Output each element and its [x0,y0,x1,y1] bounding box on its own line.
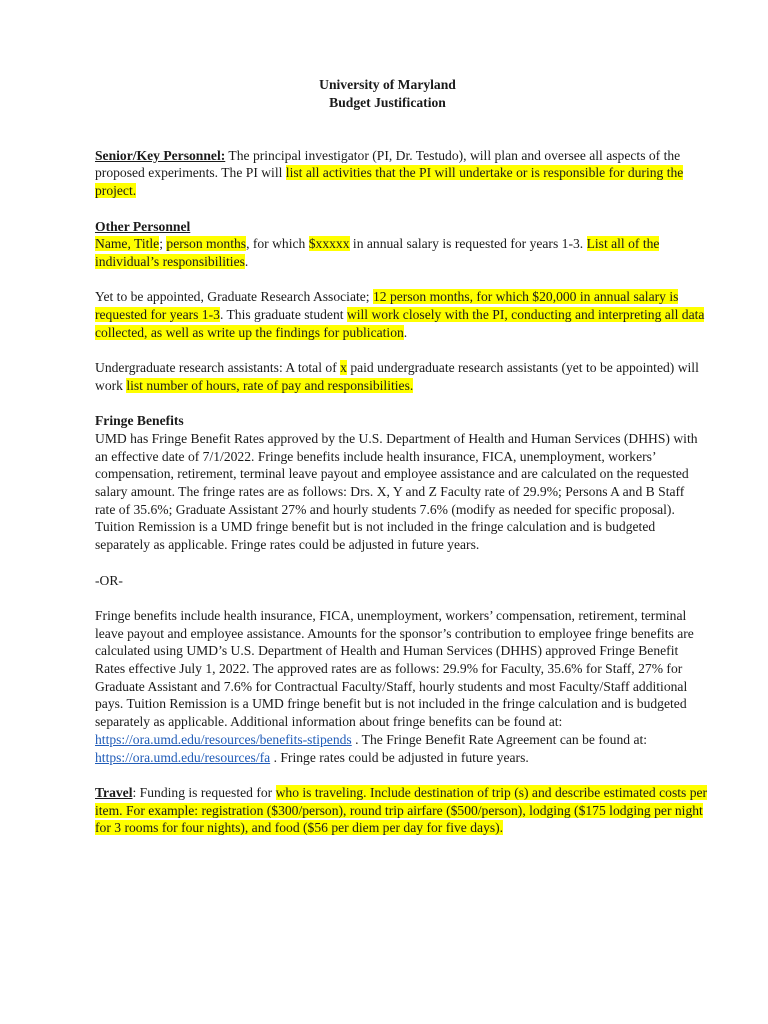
highlight: list all activities that the PI will undertake or is responsible for during the project. [95,165,684,199]
document-title [67,76,708,111]
undergraduate-paragraph: Undergraduate research assistants: A total of x paid undergraduate research assistants (yet to be appointed) will work list number of hours, rate of pay and responsibilities. [95,360,699,393]
graduate-associate-paragraph: Yet to be appointed, Graduate Research Associate; 12 person months, for which $20,000 in annual salary is requested for years 1-3. This graduate student will work closely with the PI, conducting and interpreting all data collected, as well as write up the findings for publication. [95,289,705,340]
fringe-benefits-paragraph-2: Fringe benefits include health insurance, FICA, unemployment, workers’ compensation, retirement, terminal leave payout and employee assistance. Amounts for the sponsor’s contribution to employee fringe benefits are calculated using UMD’s U.S. Department of Health and Human Services (DHHS) approved Fringe Benefit Rates effective July 1, 2022. The approved rates are as follows: 29.9% for Faculty, 35.6% for Staff, 27% for Graduate Assistant and 7.6% for Contractual Faculty/Staff, hourly students and most Faculty/Staff additional pays. Tuition Remission is a UMD fringe benefit but is not included in the fringe calculation and is budgeted separately as applicable. Additional information about fringe benefits can be found at: https://ora.umd.edu/resources/benefits-stipends . The Fringe Benefit Rate Agreement can be found at: https://ora.umd.edu/resources/fa . Fringe rates could be adjusted in future years. [95,607,694,765]
travel-heading: Travel [95,784,133,800]
title-budget-justification: Budget Justification [329,94,446,110]
highlight: 12 person months, for which $20,000 in annual salary is requested for years 1-3 [95,289,679,323]
highlight: x [340,360,347,376]
other-personnel-heading: Other Personnel [95,218,191,234]
title-university: University of Maryland [319,77,456,92]
highlight: List all of the individual’s responsibilities [95,236,660,269]
fa-agreement-link[interactable]: https://ora.umd.edu/resources/fa [95,749,271,765]
or-separator: -OR- [95,572,123,588]
fringe-benefits-paragraph-1: UMD has Fringe Benefit Rates approved by the U.S. Department of Health and Human Services (DHHS) with an effective date of 7/1/2022. Fringe benefits include health insurance, FICA, unemployment, workers’ compensation, retirement, terminal leave payout and employee assistance and are calculated on the requested salary amount. The fringe rates are as follows: Drs. X, Y and Z Faculty rate of 29.9%; Persons A and B Staff rate of 35.6%; Graduate Assistant 27% and hourly students 7.6% (modify as needed for specific proposal). Tuition Remission is a UMD fringe benefit but is not included in the fringe calculation and is budgeted separately as applicable. Fringe rates could be adjusted in future years. [95,430,698,553]
benefits-stipends-link[interactable]: https://ora.umd.edu/resources/benefits-stipends [95,731,352,747]
other-personnel-paragraph: Name, Title; person months, for which $xxxxx in annual salary is requested for years 1-3. List all of the individual’s responsibilities. [95,236,660,269]
highlight: will work closely with the PI, conducting and interpreting all data collected, as well as write up the findings for publication [95,307,705,340]
highlight: person months [166,236,247,252]
travel-paragraph: Travel: Funding is requested for who is traveling. Include destination of trip (s) and describe estimated costs per item. For example: registration ($300/person), round trip airfare ($500/person), lodging ($175 lodging per night for 3 rooms for four nights), and food ($56 per diem per day for five days). [95,784,708,836]
highlight: Name, Title [95,236,160,252]
senior-personnel-heading: Senior/Key Personnel: [95,147,226,163]
fringe-benefits-heading: Fringe Benefits [95,413,184,429]
senior-personnel-paragraph: Senior/Key Personnel: The principal investigator (PI, Dr. Testudo), will plan and oversee all aspects of the proposed experiments. The PI will list all activities that the PI will undertake or is responsible for during the project. [95,147,684,199]
highlight: $xxxxx [308,236,350,252]
highlight: list number of hours, rate of pay and responsibilities. [126,377,414,393]
highlight: who is traveling. Include destination of trip (s) and describe estimated costs per item. For example: registration ($300/person), round trip airfare ($500/person), lodging ($175 lodging per night for 3 rooms for four nights), and food ($56 per diem per day for five days). [95,784,708,836]
